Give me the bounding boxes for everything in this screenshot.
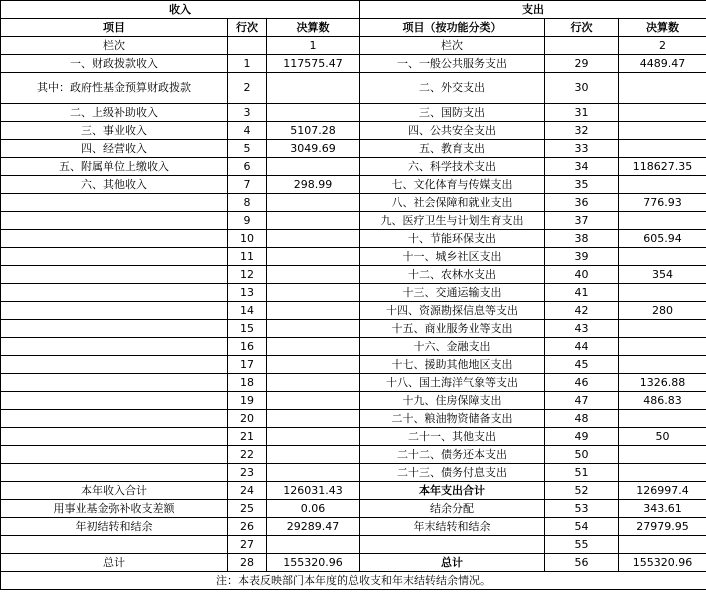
expense-item-cell: 本年支出合计 <box>360 482 545 500</box>
expense-amount-cell <box>619 73 706 104</box>
income-line-cell: 20 <box>228 410 267 428</box>
expense-item-cell: 十五、商业服务业等支出 <box>360 320 545 338</box>
income-amount-cell: 126031.43 <box>267 482 360 500</box>
income-amount-cell <box>267 248 360 266</box>
expense-item-cell: 十七、援助其他地区支出 <box>360 356 545 374</box>
income-item-cell <box>1 338 228 356</box>
income-line-cell: 21 <box>228 428 267 446</box>
income-item-cell <box>1 230 228 248</box>
expense-item-cell: 七、文化体育与传媒支出 <box>360 176 545 194</box>
expense-item-cell <box>360 536 545 554</box>
income-item-cell <box>1 302 228 320</box>
income-item-cell <box>1 536 228 554</box>
income-item-cell <box>1 428 228 446</box>
lanci-blank2 <box>545 37 619 55</box>
expense-line-cell: 39 <box>545 248 619 266</box>
table-row <box>1 266 706 284</box>
table-row <box>1 554 706 572</box>
expense-amount-cell <box>619 140 706 158</box>
expense-item-cell: 一、一般公共服务支出 <box>360 55 545 73</box>
income-line-cell: 9 <box>228 212 267 230</box>
income-item-cell: 总计 <box>1 554 228 572</box>
expense-line-cell: 30 <box>545 73 619 104</box>
table-row <box>1 140 706 158</box>
income-line-cell: 27 <box>228 536 267 554</box>
income-amount-cell <box>267 464 360 482</box>
income-amount-cell: 3049.69 <box>267 140 360 158</box>
income-item-cell <box>1 410 228 428</box>
income-amount-cell <box>267 284 360 302</box>
expense-item-cell: 十八、国土海洋气象等支出 <box>360 374 545 392</box>
expense-item-cell: 五、教育支出 <box>360 140 545 158</box>
expense-line-cell: 50 <box>545 446 619 464</box>
income-amount-cell: 298.99 <box>267 176 360 194</box>
income-item-cell: 用事业基金弥补收支差额 <box>1 500 228 518</box>
income-item-cell <box>1 356 228 374</box>
table-row <box>1 55 706 73</box>
expense-item-cell: 十三、交通运输支出 <box>360 284 545 302</box>
table-row <box>1 284 706 302</box>
table-row <box>1 536 706 554</box>
table-row <box>1 446 706 464</box>
table-row <box>1 104 706 122</box>
expense-line-cell: 33 <box>545 140 619 158</box>
expense-item-cell: 八、社会保障和就业支出 <box>360 194 545 212</box>
section-header-row <box>1 1 706 19</box>
income-line-cell: 18 <box>228 374 267 392</box>
table-row <box>1 122 706 140</box>
expense-amount-cell <box>619 536 706 554</box>
income-line-cell: 17 <box>228 356 267 374</box>
income-amount-cell <box>267 320 360 338</box>
income-line-cell: 23 <box>228 464 267 482</box>
table-row <box>1 482 706 500</box>
income-line-cell: 24 <box>228 482 267 500</box>
col-amount: 决算数 <box>267 19 360 37</box>
table-row <box>1 248 706 266</box>
income-amount-cell <box>267 338 360 356</box>
income-amount-cell: 29289.47 <box>267 518 360 536</box>
expense-amount-cell <box>619 122 706 140</box>
expense-line-cell: 32 <box>545 122 619 140</box>
expense-item-cell: 四、公共安全支出 <box>360 122 545 140</box>
col-item: 项目 <box>1 19 228 37</box>
expense-amount-cell <box>619 104 706 122</box>
income-amount-cell <box>267 536 360 554</box>
table-row <box>1 410 706 428</box>
col-amount2: 决算数 <box>619 19 706 37</box>
income-item-cell: 五、附属单位上缴收入 <box>1 158 228 176</box>
expense-amount-cell: 1326.88 <box>619 374 706 392</box>
table-row <box>1 374 706 392</box>
income-amount-cell: 117575.47 <box>267 55 360 73</box>
expense-amount-cell <box>619 338 706 356</box>
income-amount-cell: 5107.28 <box>267 122 360 140</box>
income-item-cell: 其中：政府性基金预算财政拨款 <box>1 73 228 104</box>
expense-item-cell: 十六、金融支出 <box>360 338 545 356</box>
expense-item-cell: 总计 <box>360 554 545 572</box>
income-line-cell: 4 <box>228 122 267 140</box>
expense-line-cell: 35 <box>545 176 619 194</box>
income-amount-cell: 155320.96 <box>267 554 360 572</box>
expense-line-cell: 49 <box>545 428 619 446</box>
income-line-cell: 8 <box>228 194 267 212</box>
expense-line-cell: 53 <box>545 500 619 518</box>
income-item-cell <box>1 248 228 266</box>
income-item-cell: 三、事业收入 <box>1 122 228 140</box>
income-line-cell: 1 <box>228 55 267 73</box>
expense-item-cell: 年末结转和结余 <box>360 518 545 536</box>
income-item-cell: 二、上级补助收入 <box>1 104 228 122</box>
expense-line-cell: 44 <box>545 338 619 356</box>
income-line-cell: 13 <box>228 284 267 302</box>
expense-line-cell: 38 <box>545 230 619 248</box>
expense-item-cell: 二、外交支出 <box>360 73 545 104</box>
income-line-cell: 25 <box>228 500 267 518</box>
income-line-cell: 3 <box>228 104 267 122</box>
expense-amount-cell: 50 <box>619 428 706 446</box>
expense-amount-cell: 280 <box>619 302 706 320</box>
table-row <box>1 73 706 104</box>
lanci-col1: 1 <box>267 37 360 55</box>
expense-item-cell: 十九、住房保障支出 <box>360 392 545 410</box>
income-amount-cell <box>267 194 360 212</box>
table-row <box>1 176 706 194</box>
expense-line-cell: 43 <box>545 320 619 338</box>
expense-amount-cell: 155320.96 <box>619 554 706 572</box>
income-amount-cell <box>267 374 360 392</box>
expense-item-cell: 九、医疗卫生与计划生育支出 <box>360 212 545 230</box>
lanci-label2: 栏次 <box>360 37 545 55</box>
income-item-cell: 四、经营收入 <box>1 140 228 158</box>
income-amount-cell <box>267 73 360 104</box>
expense-amount-cell: 27979.95 <box>619 518 706 536</box>
lanci-row <box>1 37 706 55</box>
expense-line-cell: 47 <box>545 392 619 410</box>
income-item-cell: 一、财政拨款收入 <box>1 55 228 73</box>
income-item-cell: 年初结转和结余 <box>1 518 228 536</box>
table-row <box>1 212 706 230</box>
expense-line-cell: 42 <box>545 302 619 320</box>
income-item-cell <box>1 464 228 482</box>
expense-amount-cell <box>619 446 706 464</box>
expense-line-cell: 45 <box>545 356 619 374</box>
income-amount-cell <box>267 230 360 248</box>
table-row <box>1 356 706 374</box>
col-line2: 行次 <box>545 19 619 37</box>
expense-line-cell: 46 <box>545 374 619 392</box>
expense-amount-cell <box>619 284 706 302</box>
income-item-cell: 本年收入合计 <box>1 482 228 500</box>
table-row <box>1 392 706 410</box>
expense-amount-cell <box>619 176 706 194</box>
income-item-cell <box>1 374 228 392</box>
table-row <box>1 464 706 482</box>
expense-item-cell: 二十三、债务付息支出 <box>360 464 545 482</box>
expense-line-cell: 41 <box>545 284 619 302</box>
income-amount-cell <box>267 446 360 464</box>
expense-item-cell: 三、国防支出 <box>360 104 545 122</box>
expense-line-cell: 29 <box>545 55 619 73</box>
expense-line-cell: 34 <box>545 158 619 176</box>
income-amount-cell <box>267 104 360 122</box>
expense-amount-cell <box>619 212 706 230</box>
income-item-cell: 六、其他收入 <box>1 176 228 194</box>
income-item-cell <box>1 266 228 284</box>
expense-item-cell: 二十一、其他支出 <box>360 428 545 446</box>
expense-amount-cell <box>619 410 706 428</box>
income-item-cell <box>1 284 228 302</box>
income-line-cell: 6 <box>228 158 267 176</box>
income-line-cell: 12 <box>228 266 267 284</box>
lanci-col2: 2 <box>619 37 706 55</box>
income-amount-cell <box>267 158 360 176</box>
income-line-cell: 11 <box>228 248 267 266</box>
lanci-blank <box>228 37 267 55</box>
col-func-item: 项目（按功能分类） <box>360 19 545 37</box>
expense-amount-cell: 4489.47 <box>619 55 706 73</box>
table-row <box>1 320 706 338</box>
expense-line-cell: 37 <box>545 212 619 230</box>
expense-line-cell: 56 <box>545 554 619 572</box>
income-amount-cell <box>267 428 360 446</box>
expense-item-cell: 六、科学技术支出 <box>360 158 545 176</box>
income-header: 收入 <box>1 1 360 19</box>
table-note: 注：本表反映部门本年度的总收支和年末结转结余情况。 <box>1 572 706 590</box>
expense-amount-cell <box>619 248 706 266</box>
table-row <box>1 230 706 248</box>
income-item-cell <box>1 320 228 338</box>
expense-amount-cell: 486.83 <box>619 392 706 410</box>
income-item-cell <box>1 194 228 212</box>
income-amount-cell <box>267 302 360 320</box>
expense-amount-cell: 343.61 <box>619 500 706 518</box>
income-item-cell <box>1 392 228 410</box>
income-line-cell: 16 <box>228 338 267 356</box>
column-header-row <box>1 19 706 37</box>
expense-line-cell: 51 <box>545 464 619 482</box>
income-item-cell <box>1 446 228 464</box>
expense-header: 支出 <box>360 1 706 19</box>
income-amount-cell: 0.06 <box>267 500 360 518</box>
table-row <box>1 158 706 176</box>
expense-amount-cell: 605.94 <box>619 230 706 248</box>
income-line-cell: 19 <box>228 392 267 410</box>
table-row <box>1 518 706 536</box>
income-line-cell: 7 <box>228 176 267 194</box>
income-line-cell: 26 <box>228 518 267 536</box>
income-amount-cell <box>267 356 360 374</box>
expense-amount-cell <box>619 464 706 482</box>
expense-line-cell: 54 <box>545 518 619 536</box>
expense-line-cell: 40 <box>545 266 619 284</box>
expense-item-cell: 十二、农林水支出 <box>360 266 545 284</box>
income-line-cell: 2 <box>228 73 267 104</box>
expense-item-cell: 十一、城乡社区支出 <box>360 248 545 266</box>
income-line-cell: 22 <box>228 446 267 464</box>
expense-item-cell: 二十、粮油物资储备支出 <box>360 410 545 428</box>
expense-amount-cell: 118627.35 <box>619 158 706 176</box>
income-line-cell: 28 <box>228 554 267 572</box>
expense-item-cell: 结余分配 <box>360 500 545 518</box>
lanci-label: 栏次 <box>1 37 228 55</box>
note-row <box>1 572 706 590</box>
expense-line-cell: 55 <box>545 536 619 554</box>
income-amount-cell <box>267 212 360 230</box>
col-line: 行次 <box>228 19 267 37</box>
income-item-cell <box>1 212 228 230</box>
income-line-cell: 14 <box>228 302 267 320</box>
expense-line-cell: 36 <box>545 194 619 212</box>
expense-item-cell: 十、节能环保支出 <box>360 230 545 248</box>
expense-item-cell: 二十二、债务还本支出 <box>360 446 545 464</box>
expense-line-cell: 52 <box>545 482 619 500</box>
income-amount-cell <box>267 410 360 428</box>
table-row <box>1 500 706 518</box>
expense-amount-cell <box>619 356 706 374</box>
expense-amount-cell: 776.93 <box>619 194 706 212</box>
income-line-cell: 5 <box>228 140 267 158</box>
income-amount-cell <box>267 392 360 410</box>
expense-line-cell: 31 <box>545 104 619 122</box>
table-row <box>1 338 706 356</box>
table-row <box>1 194 706 212</box>
expense-amount-cell <box>619 320 706 338</box>
expense-item-cell: 十四、资源勘探信息等支出 <box>360 302 545 320</box>
expense-amount-cell: 126997.4 <box>619 482 706 500</box>
table-row <box>1 302 706 320</box>
expense-amount-cell: 354 <box>619 266 706 284</box>
table-row <box>1 428 706 446</box>
income-line-cell: 10 <box>228 230 267 248</box>
income-amount-cell <box>267 266 360 284</box>
income-line-cell: 15 <box>228 320 267 338</box>
expense-line-cell: 48 <box>545 410 619 428</box>
